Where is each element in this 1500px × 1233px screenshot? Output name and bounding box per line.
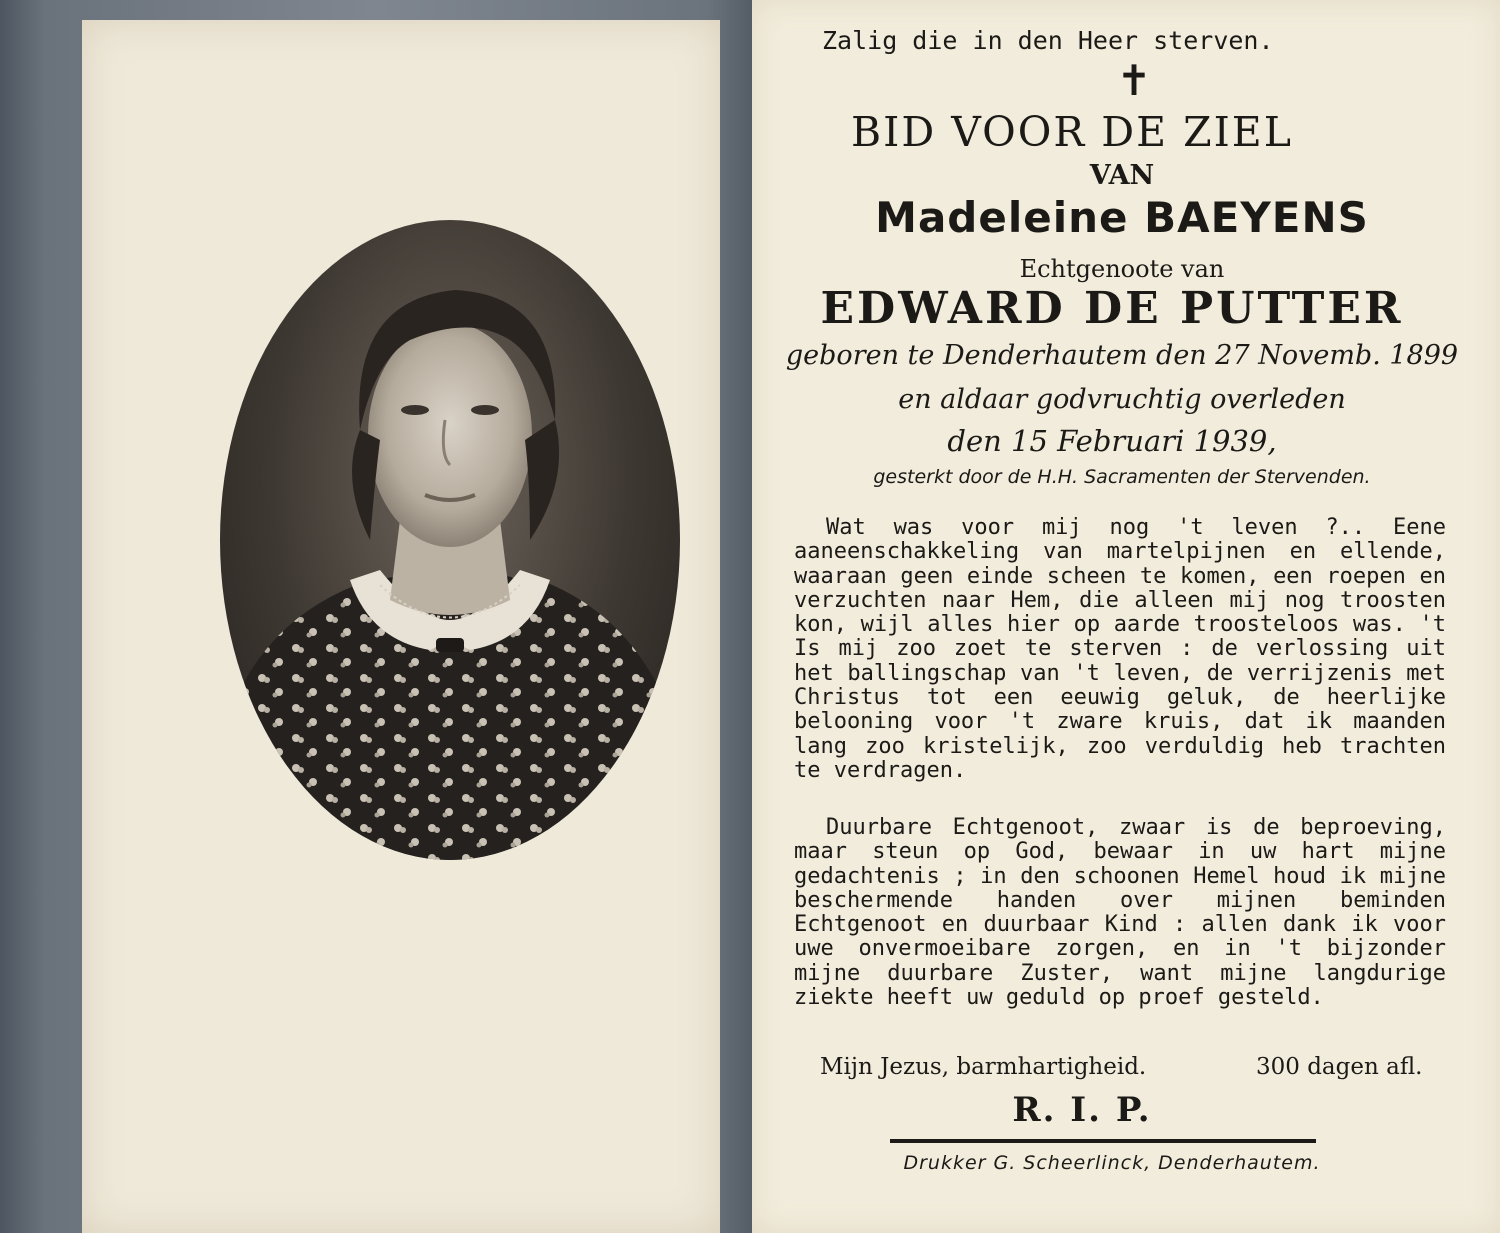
cross-icon: ✝ (1116, 56, 1152, 105)
spouse-name: EDWARD DE PUTTER (820, 283, 1404, 334)
motto: Zalig die in den Heer sterven. (822, 26, 1274, 55)
divider-rule (890, 1139, 1316, 1143)
verse-paragraph-1: Wat was voor mij nog 't leven ?.. Eene aaneenschakkeling van martelpijnen en ellende, waaraan geen einde scheen te komen, een roepen en verzuchten naar Hem, die alleen mij nog troosten kon, wijl alles hier op aarde troosteloos was. 't Is mij zoo zoet te sterven : de verlossing uit het ballingschap van 't leven, de verrijzenis met Christus tot een eeuwig geluk, de heerlijke belooning voor 't zware kruis, dat ik maanden lang zoo kristelijk, zoo verduldig heb trachten te verdragen. (794, 515, 1446, 783)
birth-line: geboren te Denderhautem den 27 Novemb. 1899 (785, 340, 1459, 371)
deceased-name: Madeleine BAEYENS (875, 193, 1369, 242)
portrait-photo (220, 220, 680, 860)
heading: BID VOOR DE ZIEL (851, 108, 1293, 156)
sacraments-line: gesterkt door de H.H. Sacramenten der Stervenden. (873, 466, 1371, 488)
death-date: den 15 Februari 1939, (947, 424, 1277, 458)
portrait-image (220, 220, 680, 860)
spouse-intro: Echtgenoote van (1019, 255, 1225, 283)
verse-paragraph-2: Duurbare Echtgenoot, zwaar is de beproeving, maar steun op God, bewaar in uw hart mijne gedachtenis ; in den schoonen Hemel houd ik mijne beschermende handen over mijnen beminden Echtgenoot en duurbaar Kind : allen dank ik voor uwe onvermoeibare zorgen, en in 't bijzonder mijne duurbare Zuster, want mijne langdurige ziekte heeft uw geduld op proef gesteld. (794, 815, 1446, 1011)
rip-text: R. I. P. (1012, 1090, 1152, 1130)
indulgence-note: 300 dagen afl. (1256, 1054, 1423, 1080)
van-label: VAN (1089, 160, 1155, 191)
printer-credit: Drukker G. Scheerlinck, Denderhautem. (903, 1152, 1321, 1174)
prayer-line: Mijn Jezus, barmhartigheid. (820, 1054, 1147, 1080)
memorial-text-card (752, 0, 1500, 1233)
death-line: en aldaar godvruchtig overleden (898, 384, 1346, 415)
photo-card (82, 20, 720, 1233)
